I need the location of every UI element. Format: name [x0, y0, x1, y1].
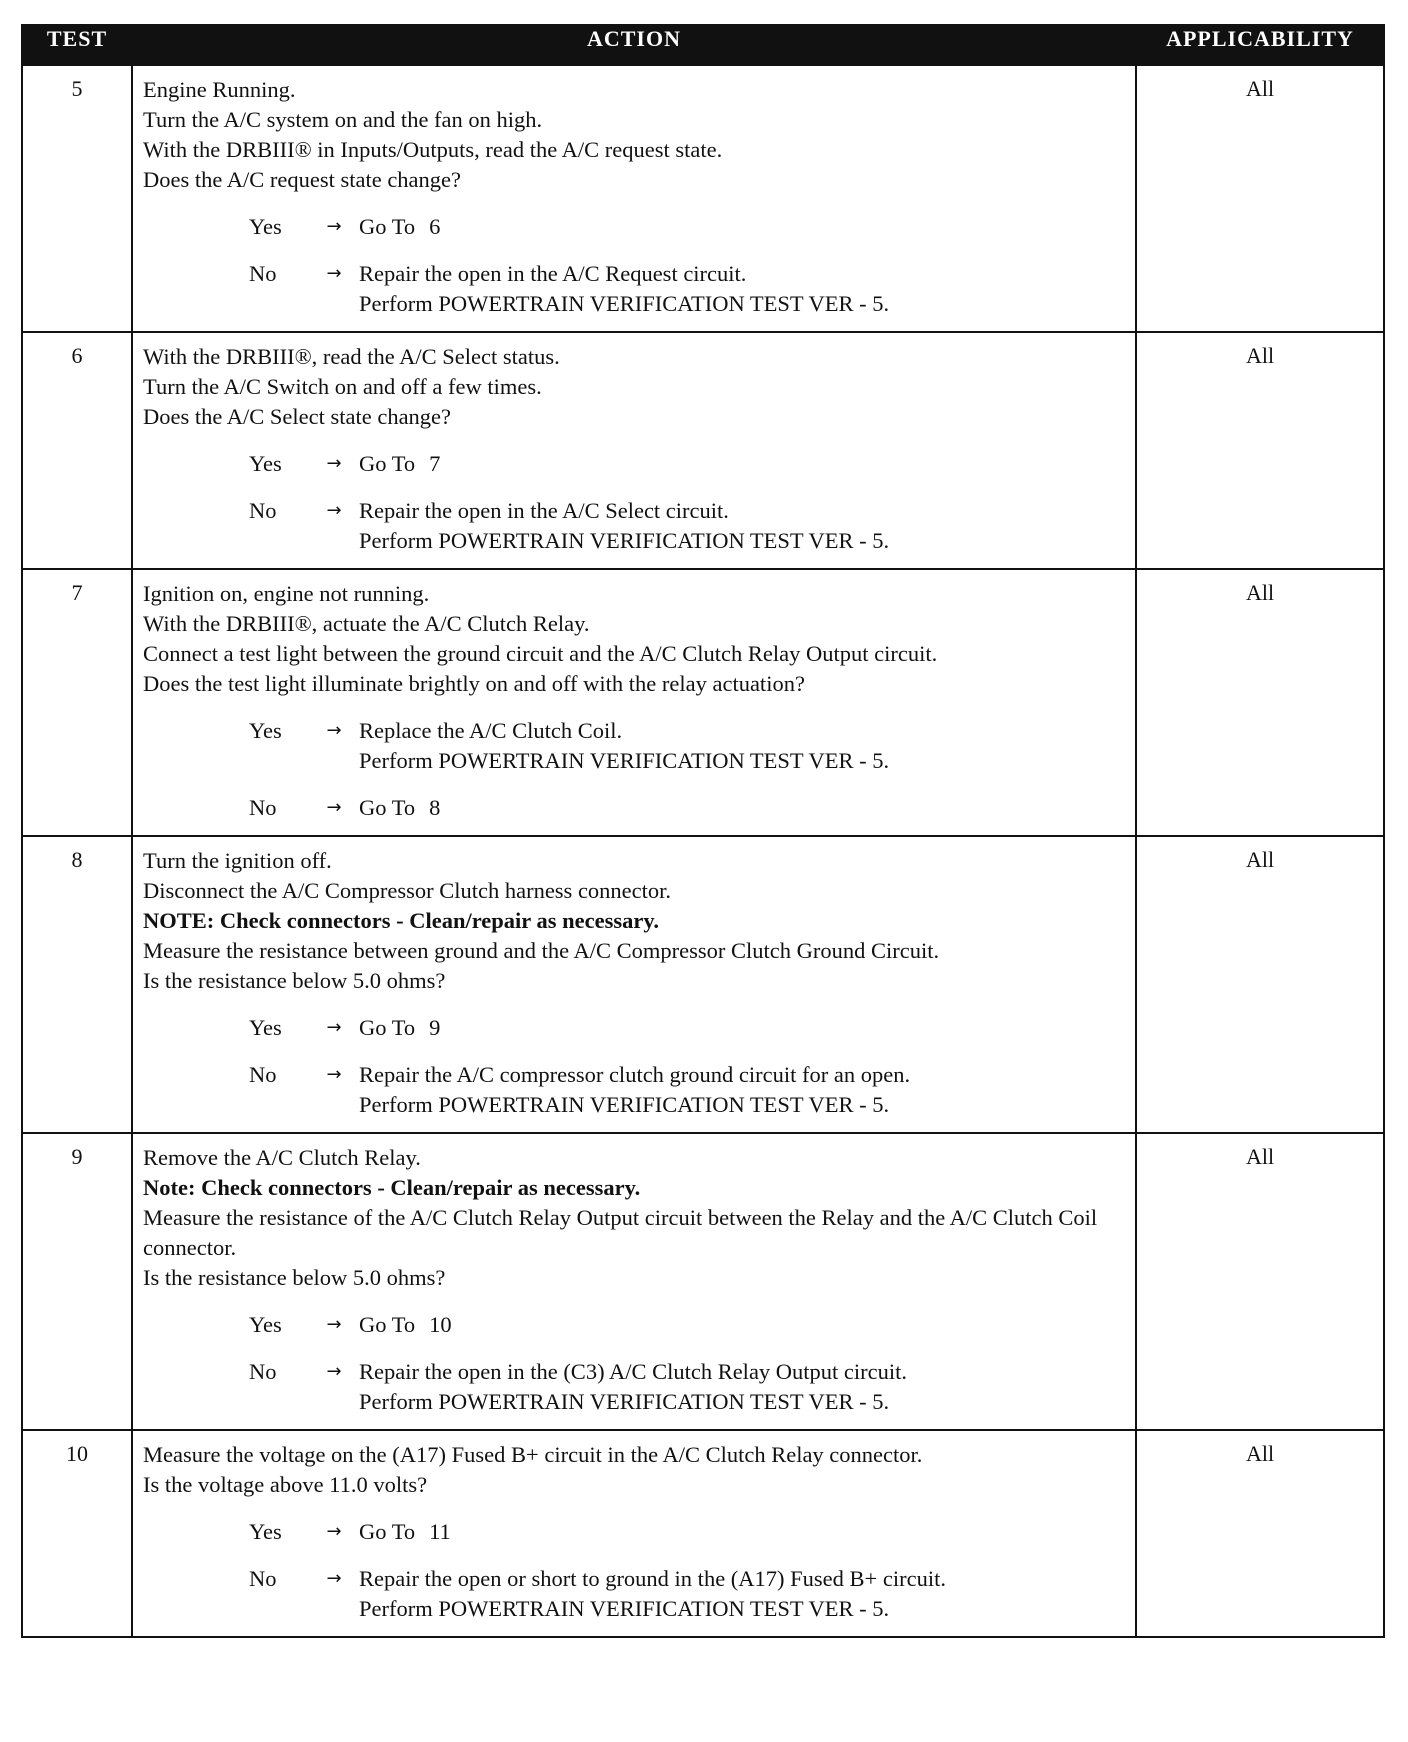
no-result: Go To — [359, 795, 416, 820]
action-line: Turn the ignition off. — [143, 848, 332, 873]
no-result: Repair the open in the (C3) A/C Clutch Relay Output circuit. — [359, 1359, 908, 1384]
action-line: Engine Running. — [143, 77, 296, 102]
yes-result: Go To — [359, 1015, 416, 1040]
note-line: NOTE: Check connectors - Clean/repair as necessary. — [143, 908, 659, 933]
yes-branch — [249, 449, 1125, 479]
no-label: No — [249, 1566, 277, 1591]
goto-step: 8 — [429, 795, 441, 820]
verification-instruction: Perform POWERTRAIN VERIFICATION TEST VER - 5. — [359, 291, 890, 316]
no-result: Repair the open in the A/C Request circuit. — [359, 261, 747, 286]
goto-step: 7 — [429, 451, 441, 476]
action-question: Is the resistance below 5.0 ohms? — [143, 968, 446, 993]
no-result: Repair the open in the A/C Select circuit. — [359, 498, 729, 523]
test-row-10 — [22, 1430, 1384, 1637]
verification-instruction: Perform POWERTRAIN VERIFICATION TEST VER - 5. — [359, 528, 890, 553]
arrow-right-icon: → — [326, 1521, 342, 1542]
yes-result: Go To — [359, 1312, 416, 1337]
action-question: Is the resistance below 5.0 ohms? — [143, 1265, 446, 1290]
applicability: All — [1136, 569, 1384, 836]
yes-label: Yes — [249, 1312, 282, 1337]
no-branch — [249, 259, 1125, 319]
test-row-7 — [22, 569, 1384, 836]
arrow-right-icon: → — [326, 1314, 342, 1335]
test-number: 6 — [22, 332, 132, 569]
yes-label: Yes — [249, 1519, 282, 1544]
test-action — [132, 1133, 1136, 1430]
test-row-8 — [22, 836, 1384, 1133]
no-label: No — [249, 795, 277, 820]
no-label: No — [249, 1359, 277, 1384]
no-branch — [249, 1564, 1125, 1624]
note-line: Note: Check connectors - Clean/repair as necessary. — [143, 1175, 641, 1200]
applicability: All — [1136, 332, 1384, 569]
yes-result: Replace the A/C Clutch Coil. — [359, 718, 623, 743]
arrow-right-icon: → — [326, 500, 342, 521]
table-header — [22, 25, 1384, 65]
yes-branch — [249, 1310, 1125, 1340]
action-line: Turn the A/C Switch on and off a few times. — [143, 374, 542, 399]
header-action: ACTION — [132, 25, 1136, 65]
no-branch — [249, 496, 1125, 556]
test-number: 7 — [22, 569, 132, 836]
test-table — [21, 24, 1385, 1638]
action-line: Measure the voltage on the (A17) Fused B+ circuit in the A/C Clutch Relay connector. — [143, 1442, 923, 1467]
arrow-right-icon: → — [326, 1361, 342, 1382]
test-action — [132, 836, 1136, 1133]
applicability: All — [1136, 65, 1384, 332]
arrow-right-icon: → — [326, 453, 342, 474]
arrow-right-icon: → — [326, 1064, 342, 1085]
arrow-right-icon: → — [326, 1017, 342, 1038]
yes-label: Yes — [249, 1015, 282, 1040]
arrow-right-icon: → — [326, 263, 342, 284]
applicability: All — [1136, 836, 1384, 1133]
action-line: Turn the A/C system on and the fan on high. — [143, 107, 543, 132]
action-question: Does the A/C request state change? — [143, 167, 462, 192]
yes-branch — [249, 1517, 1125, 1547]
action-question: Does the A/C Select state change? — [143, 404, 452, 429]
arrow-right-icon: → — [326, 216, 342, 237]
yes-result: Go To — [359, 214, 416, 239]
applicability: All — [1136, 1133, 1384, 1430]
test-row-5 — [22, 65, 1384, 332]
yes-label: Yes — [249, 214, 282, 239]
header-applicability: APPLICABILITY — [1136, 25, 1384, 65]
test-row-9 — [22, 1133, 1384, 1430]
test-number: 5 — [22, 65, 132, 332]
no-label: No — [249, 261, 277, 286]
yes-label: Yes — [249, 718, 282, 743]
action-question: Is the voltage above 11.0 volts? — [143, 1472, 428, 1497]
action-line: Connect a test light between the ground circuit and the A/C Clutch Relay Output circuit. — [143, 641, 938, 666]
no-result: Repair the open or short to ground in the (A17) Fused B+ circuit. — [359, 1566, 946, 1591]
yes-label: Yes — [249, 451, 282, 476]
no-label: No — [249, 498, 277, 523]
test-number: 9 — [22, 1133, 132, 1430]
no-label: No — [249, 1062, 277, 1087]
arrow-right-icon: → — [326, 1568, 342, 1589]
goto-step: 6 — [429, 214, 441, 239]
action-question: Does the test light illuminate brightly on and off with the relay actuation? — [143, 671, 805, 696]
test-action — [132, 569, 1136, 836]
no-result: Repair the A/C compressor clutch ground circuit for an open. — [359, 1062, 911, 1087]
no-branch — [249, 1357, 1125, 1417]
yes-branch — [249, 212, 1125, 242]
verification-instruction: Perform POWERTRAIN VERIFICATION TEST VER - 5. — [359, 1092, 890, 1117]
action-line: Remove the A/C Clutch Relay. — [143, 1145, 421, 1170]
test-action — [132, 332, 1136, 569]
action-line: Ignition on, engine not running. — [143, 581, 430, 606]
action-line: With the DRBIII®, read the A/C Select status. — [143, 344, 560, 369]
action-line: Measure the resistance between ground and the A/C Compressor Clutch Ground Circuit. — [143, 938, 940, 963]
goto-step: 10 — [429, 1312, 452, 1337]
action-line: With the DRBIII®, actuate the A/C Clutch Relay. — [143, 611, 590, 636]
yes-branch — [249, 1013, 1125, 1043]
test-number: 10 — [22, 1430, 132, 1637]
action-line: Disconnect the A/C Compressor Clutch harness connector. — [143, 878, 672, 903]
test-number: 8 — [22, 836, 132, 1133]
no-branch — [249, 793, 1125, 823]
test-row-6 — [22, 332, 1384, 569]
goto-step: 11 — [429, 1519, 451, 1544]
goto-step: 9 — [429, 1015, 441, 1040]
test-action — [132, 65, 1136, 332]
no-branch — [249, 1060, 1125, 1120]
verification-instruction: Perform POWERTRAIN VERIFICATION TEST VER - 5. — [359, 1389, 890, 1414]
applicability: All — [1136, 1430, 1384, 1637]
yes-branch — [249, 716, 1125, 776]
action-line: With the DRBIII® in Inputs/Outputs, read the A/C request state. — [143, 137, 723, 162]
arrow-right-icon: → — [326, 797, 342, 818]
yes-result: Go To — [359, 1519, 416, 1544]
test-action — [132, 1430, 1136, 1637]
action-line: Measure the resistance of the A/C Clutch Relay Output circuit between the Relay and the A/C Clutch Coil connector. — [143, 1205, 1098, 1260]
verification-instruction: Perform POWERTRAIN VERIFICATION TEST VER - 5. — [359, 748, 890, 773]
verification-instruction: Perform POWERTRAIN VERIFICATION TEST VER - 5. — [359, 1596, 890, 1621]
header-test: TEST — [22, 25, 132, 65]
arrow-right-icon: → — [326, 720, 342, 741]
yes-result: Go To — [359, 451, 416, 476]
diagnostic-test-table — [21, 24, 1385, 1638]
